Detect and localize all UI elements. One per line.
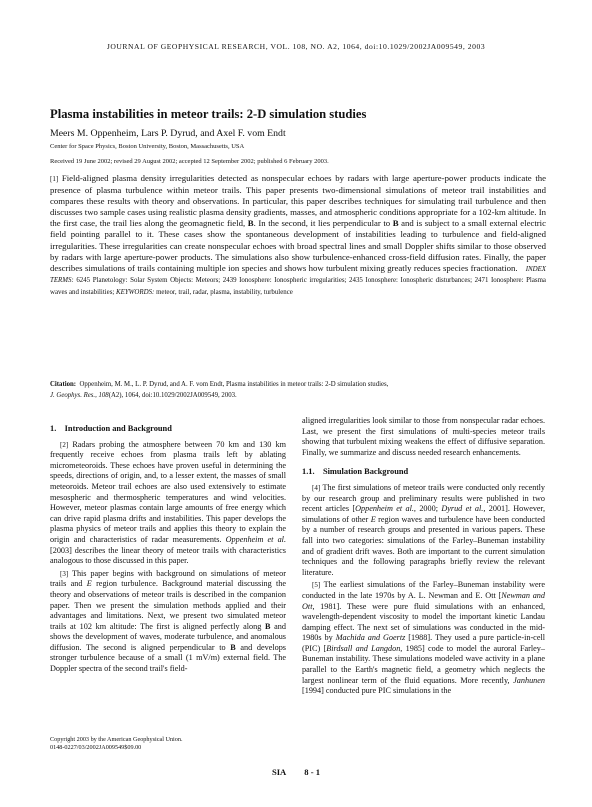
paragraph-number: [5]: [312, 581, 321, 590]
page-footer: [0, 767, 592, 777]
subsection-heading: 1.1. Simulation Background: [302, 467, 409, 477]
paragraph: [50, 569, 286, 675]
reference-link[interactable]: Dyrud et al.: [441, 504, 484, 514]
paragraph-text: [1988]. They used a pure particle-in-cell (PIC) [: [302, 633, 545, 653]
copyright-line: Copyright 2003 by the American Geophysical Union.: [50, 736, 183, 743]
paragraph: aligned irregularities look similar to those from nonspecular radar echoes. Last, we present the first simulations of multi-species meteor trails showing that turbulent mixing weakens the effect of diffusive separation. Finally, we summarize and discuss needed research enhancements.: [302, 416, 545, 457]
math-symbol: B: [265, 621, 271, 631]
author-list: Meers M. Oppenheim, Lars P. Dyrud, and Axel F. vom Endt: [50, 128, 286, 139]
paragraph-text: , 1985] code to model the auroral Farley–Buneman instability. These simulations modeled wave activity in a plane parallel to the Earth's magnetic field, a geometry which neglects the largest nonlinear term of the fluid equations. More recently,: [302, 643, 545, 685]
paragraph-text: This paper begins with background on simulations of meteor trails and: [50, 568, 286, 589]
citation-text: Oppenheim, M. M., L. P. Dyrud, and A. F. vom Endt, Plasma instabilities in meteor trails: 2-D simulation studies,: [79, 381, 389, 388]
section-heading: 1. Introduction and Background: [50, 424, 172, 433]
citation-block: [50, 379, 546, 401]
issn-line: 0148-0227/03/2002JA009549$09.00: [50, 744, 142, 752]
abstract-symbol: B: [392, 218, 399, 229]
citation-journal: J. Geophys. Res.: [50, 392, 96, 399]
abstract: [50, 173, 546, 298]
index-terms: 6245 Planetology: Solar System Objects: Meteors; 2439 Ionosphere: Ionospheric irregularities; 2435 Ionosphere: Ionospheric disturbances; 2471 Ionosphere: Plasma waves and instabilities;: [50, 277, 546, 296]
affiliation: Center for Space Physics, Boston University, Boston, Massachusetts, USA: [50, 143, 245, 150]
reference-link[interactable]: Oppenheim et al.: [225, 534, 286, 544]
paragraph-text: The first simulations of meteor trails were conducted only recently by our research group and preliminary results were published in two recent articles [: [302, 482, 545, 514]
citation-rest: (A2), 1064, doi:10.1029/2002JA009549, 2003.: [108, 392, 237, 399]
abstract-text: Field-aligned plasma density irregularities detected as nonspecular echoes by radars with large aperture-power products indicate the presence of plasma turbulence within meteor trails. This paper presents two-dimensional simulations of meteor trail instabilities and compares these results with theory and observations. In particular, this paper describes techniques for simulating trail turbulence and then discusses two sample cases using realistic plasma density gradients, masses, and atmospheric conditions appropriate for a 102-km altitude. In the first case, the trail lies along the geomagnetic field,: [50, 173, 547, 229]
abstract-text: and is subject to a small external electric field pointing parallel to it. These cases show the spontaneous development of instabilities leading to turbulence and field-aligned irregularities. These irregularities can create nonspecular echoes with broad spectral lines and small Doppler shifts similar to those observed by radars with large aperture-power products. The simulations also show turbulence-enhanced cross-field diffusion rates. Finally, the paper describes simulations of trails containing multiple ion species and shows how turbulent mixing greatly reduces species fractionation.: [50, 218, 546, 273]
paragraph-text: The earliest simulations of the Farley–Buneman instability were conducted in the late 1970s by A. L. Newman and E. Ott [: [302, 580, 545, 600]
paragraph-text: , 1981]. These were pure fluid simulations with an enhanced, wavelength-dependent viscosity to model the important kinetic Landau damping effect. The next set of simulations was conducted in the mid-1980s by: [302, 601, 545, 643]
index-terms-label: INDEX TERMS:: [50, 265, 547, 285]
paragraph-text: region waves and turbulence have been conducted by a number of research groups and presented in various papers. These fall into two categories: simulations of the Farley–Buneman instability and of gradient drift waves. Both are important to the current simulation techniques and the following paragraphs briefly review the relevant literature.: [302, 514, 545, 577]
paper-title: Plasma instabilities in meteor trails: 2-D simulation studies: [50, 107, 367, 121]
page-number: 8 - 1: [304, 767, 321, 777]
paragraph-number: [3]: [60, 569, 69, 578]
left-column: [50, 424, 286, 677]
paragraph-number: [2]: [60, 440, 69, 449]
keywords-label: KEYWORDS:: [116, 288, 155, 296]
paragraph-text: and develops stronger turbulence because of a small (1 mV/m) external field. The Doppler spectra of the second trail's field-: [50, 642, 286, 674]
citation-volume: , 108: [95, 392, 109, 399]
paragraph-number: [4]: [312, 483, 321, 492]
reference-link[interactable]: Oppenheim et al.: [355, 504, 414, 514]
paragraph-text: , 2000;: [413, 504, 442, 514]
citation-label: Citation:: [50, 381, 77, 388]
abstract-symbol: B: [247, 218, 254, 229]
paragraph-text: region turbulence. Background material discussing the theory and observations of meteor trails is described in the companion paper. Then we present the simulation methods applied and their advantages and limitations. Next, we present two simulated meteor trails at 102 km altitude: The first is aligned perfectly along: [50, 579, 286, 631]
publication-dates: Received 19 June 2002; revised 29 August 2002; accepted 12 September 2002; published 6 February 2003.: [50, 158, 329, 165]
paragraph-number: [1]: [50, 175, 59, 183]
paragraph-text: Radars probing the atmosphere between 70 km and 130 km frequently receive echoes from plasma trails left by ablating micrometeoroids. These echoes have proven useful in determining the speeds, directions of origin, and, to a lesser extent, the masses of small meteoroids. Meteor trail echoes are also used extensively to estimate mesospheric and thermospheric temperatures and wind velocities. However, meteor plasmas contain large amounts of free energy which can drive rapid plasma drifts and instabilities. This paper develops the plasma physics of meteor trails and applies this theory to explain the origin and characteristics of radar measurements.: [50, 439, 286, 544]
right-column: [302, 416, 545, 699]
abstract-text: . In the second, it lies perpendicular to: [253, 218, 393, 229]
reference-link[interactable]: Machida and Goertz: [335, 633, 406, 643]
section-code: SIA: [271, 767, 287, 777]
paragraph-text: [2003] describes the linear theory of meteor trails with characteristics analogous to those discussed in this paper.: [50, 545, 286, 566]
paragraph-text: , 2001]. However, simulations of other: [302, 504, 545, 524]
math-symbol: B: [230, 642, 236, 652]
paragraph: [302, 483, 545, 578]
paragraph-text: [1994] conducted pure PIC simulations in the: [302, 686, 452, 696]
reference-link[interactable]: Birdsall and Langdon: [326, 643, 401, 653]
reference-link[interactable]: Newman and Ott: [302, 590, 545, 611]
paragraph: [302, 580, 545, 697]
math-symbol: E: [370, 514, 376, 524]
reference-link[interactable]: Janhunen: [513, 675, 545, 685]
paragraph: [50, 440, 286, 567]
copyright-notice: [50, 736, 286, 752]
paragraph-text: and shows the development of waves, moderate turbulence, and anomalous diffusion. The second is aligned perpendicular to: [50, 621, 286, 652]
math-symbol: E: [86, 579, 92, 589]
journal-header: JOURNAL OF GEOPHYSICAL RESEARCH, VOL. 108, NO. A2, 1064, doi:10.1029/2002JA009549, 2003: [106, 42, 486, 51]
keywords: meteor, trail, radar, plasma, instability, turbulence: [156, 288, 293, 296]
